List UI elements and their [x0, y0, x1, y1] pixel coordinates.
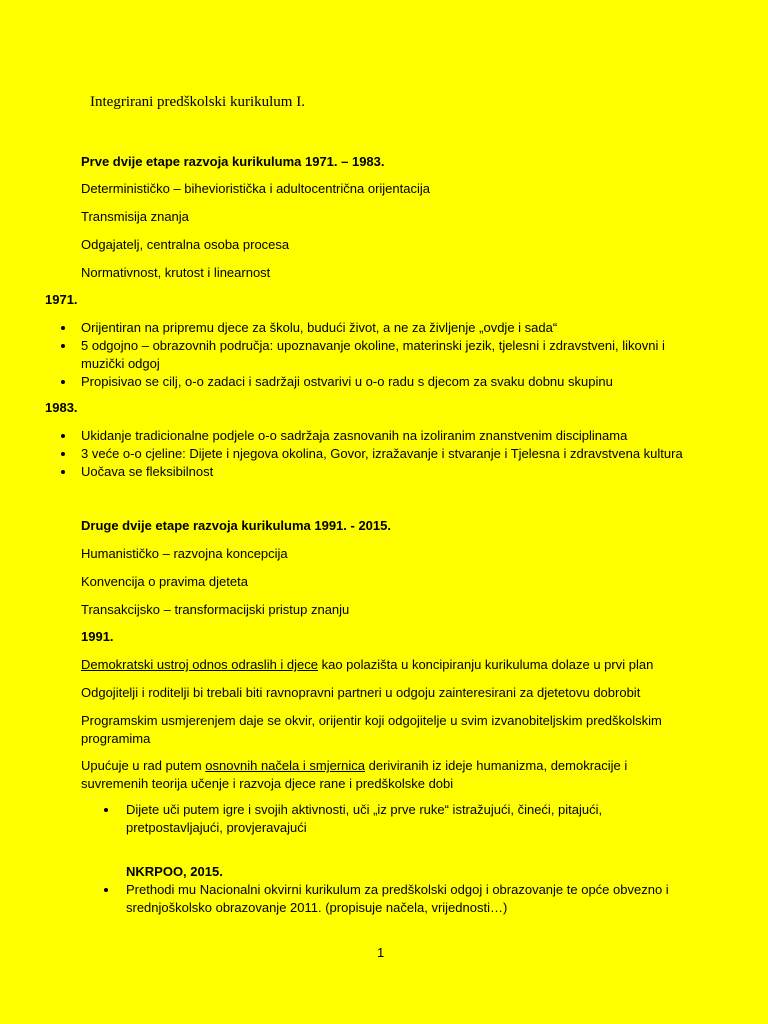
paragraph-text: deriviranih iz ideje humanizma, demokracije i	[365, 758, 628, 773]
page-number: 1	[377, 945, 385, 960]
list-item: Ukidanje tradicionalne podjele o-o sadržaja zasnovanih na izoliranim znanstvenim disciplinama	[81, 428, 628, 443]
section1-line: Normativnost, krutost i linearnost	[81, 265, 271, 280]
bullet-icon	[61, 326, 65, 330]
list-item: Orijentiran na pripremu djece za školu, budući život, a ne za življenje „ovdje i sada“	[81, 320, 558, 335]
bullet-icon	[104, 888, 108, 892]
section2-heading: Druge dvije etape razvoja kurikuluma 1991. - 2015.	[81, 518, 391, 533]
year-1983-label: 1983.	[45, 400, 78, 415]
list-item: Dijete uči putem igre i svojih aktivnosti, uči „iz prve ruke“ istražujući, čineći, pitajući,	[126, 802, 603, 817]
underlined-phrase: osnovnih načela i smjernica	[205, 758, 365, 773]
section2-line: Transakcijsko – transformacijski pristup znanju	[81, 602, 350, 617]
section2-line: Konvencija o pravima djeteta	[81, 574, 248, 589]
section1-line: Determinističko – bihevioristička i adultocentrična orijentacija	[81, 181, 430, 196]
bullet-icon	[61, 434, 65, 438]
bullet-icon	[61, 344, 65, 348]
list-item-continuation: muzički odgoj	[81, 356, 160, 371]
section1-line: Odgajatelj, centralna osoba procesa	[81, 237, 290, 252]
section2-line: Humanističko – razvojna koncepcija	[81, 546, 288, 561]
nkrpoo-label: NKRPOO, 2015.	[126, 864, 223, 879]
paragraph-program-cont: programima	[81, 731, 151, 746]
year-1991-label: 1991.	[81, 629, 114, 644]
section1-line: Transmisija znanja	[81, 209, 189, 224]
paragraph-text: Upućuje u rad putem	[81, 758, 206, 773]
list-item-continuation: srednjoškolsko obrazovanje 2011. (propisuje načela, vrijednosti…)	[126, 900, 508, 915]
paragraph-text: kao polazišta u koncipiranju kurikuluma dolaze u prvi plan	[318, 657, 654, 672]
bullet-icon	[61, 452, 65, 456]
underlined-phrase: Demokratski ustroj odnos odraslih i djece	[81, 657, 318, 672]
bullet-icon	[61, 380, 65, 384]
paragraph-principles-cont: suvremenih teorija učenje i razvoja djece rane i predškolske dobi	[81, 776, 454, 791]
year-1971-label: 1971.	[45, 292, 78, 307]
paragraph-parents: Odgojitelji i roditelji bi trebali biti ravnopravni partneri u odgoju zainteresirani za djetetovu dobrobit	[81, 685, 641, 700]
list-item: 3 veće o-o cjeline: Dijete i njegova okolina, Govor, izražavanje i stvaranje i Tjelesna i zdravstvena kultura	[81, 446, 683, 461]
paragraph-program: Programskim usmjerenjem daje se okvir, orijentir koji odgojitelje u svim izvanobiteljskim predškolskim	[81, 713, 662, 728]
list-item: Prethodi mu Nacionalni okvirni kurikulum za predškolski odgoj i obrazovanje te opće obvezno i	[126, 882, 669, 897]
list-item: Uočava se fleksibilnost	[81, 464, 214, 479]
list-item: 5 odgojno – obrazovnih područja: upoznavanje okoline, materinski jezik, tjelesni i zdravstveni, likovni i	[81, 338, 665, 353]
section1-heading: Prve dvije etape razvoja kurikuluma 1971. – 1983.	[81, 154, 385, 169]
paragraph-principles	[81, 757, 627, 775]
paragraph-democratic	[81, 656, 653, 674]
list-item-continuation: pretpostavljajući, provjeravajući	[126, 820, 307, 835]
bullet-icon	[104, 808, 108, 812]
list-item: Propisivao se cilj, o-o zadaci i sadržaji ostvarivi u o-o radu s djecom za svaku dobnu skupinu	[81, 374, 613, 389]
page-title: Integrirani predškolski kurikulum I.	[90, 94, 305, 110]
bullet-icon	[61, 470, 65, 474]
